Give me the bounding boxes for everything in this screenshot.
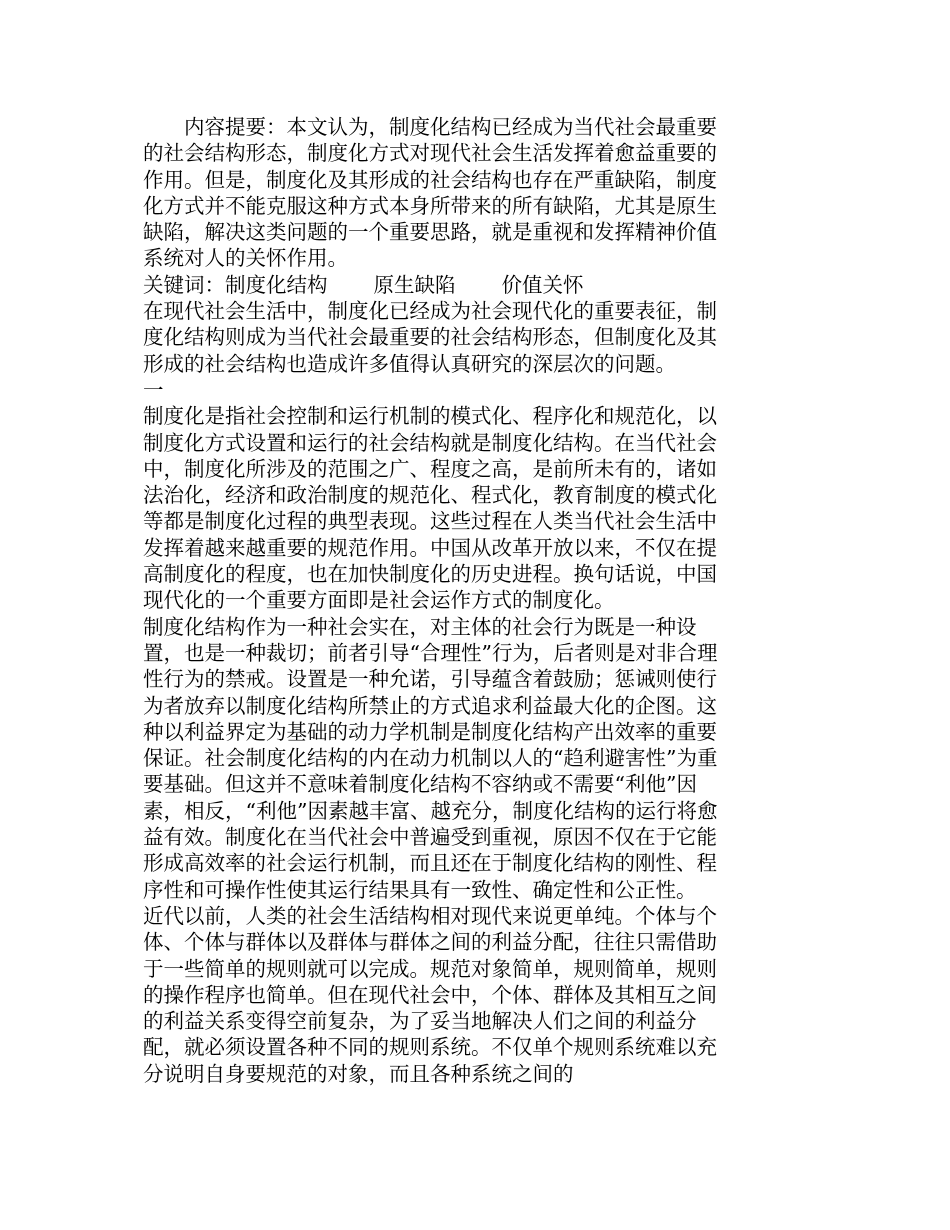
keywords-label: 关键词： [143, 272, 225, 297]
body-paragraph: 近代以前，人类的社会生活结构相对现代来说更单纯。个体与个体、个体与群体以及群体与群体之间的利益分配，往往只需借助于一些简单的规则就可以完成。规范对象简单，规则简单，规则的操作程序也简单。但在现代社会中，个体、群体及其相互之间的利益关系变得空前复杂，为了妥当地解决人们之间的利益分配，就必须设置各种不同的规则系统。不仅单个规则系统难以充分说明自身要规范的对象，而且各种系统之间的 [143, 903, 717, 1086]
body-paragraph: 制度化结构作为一种社会实在，对主体的社会行为既是一种设置，也是一种裁切；前者引导“合理性”行为，后者则是对非合理性行为的禁戒。设置是一种允诺，引导蕴含着鼓励；惩诫则使行为者放弃以制度化结构所禁止的方式追求利益最大化的企图。这种以利益界定为基础的动力学机制是制度化结构产出效率的重要保证。社会制度化结构的内在动力机制以人的“趋利避害性”为重要基础。但这并不意味着制度化结构不容纳或不需要“利他”因素，相反，“利他”因素越丰富、越充分，制度化结构的运行将愈益有效。制度化在当代社会中普遍受到重视，原因不仅在于它能形成高效率的社会运行机制，而且还在于制度化结构的刚性、程序性和可操作性使其运行结果具有一致性、确定性和公正性。 [143, 614, 718, 902]
abstract-paragraph: 内容提要：本文认为，制度化结构已经成为当代社会最重要的社会结构形态，制度化方式对现代社会生活发挥着愈益重要的作用。但是，制度化及其形成的社会结构也存在严重缺陷，制度化方式并不能克服这种方式本身所带来的所有缺陷，尤其是原生缺陷，解决这类问题的一个重要思路，就是重视和发挥精神价值系统对人的关怀作用。 [143, 115, 717, 271]
body-paragraph: 制度化是指社会控制和运行机制的模式化、程序化和规范化，以制度化方式设置和运行的社会结构就是制度化结构。在当代社会中，制度化所涉及的范围之广、程度之高，是前所未有的，诸如法治化，经济和政治制度的规范化、程式化，教育制度的模式化等都是制度化过程的典型表现。这些过程在人类当代社会生活中发挥着越来越重要的规范作用。中国从改革开放以来，不仅在提高制度化的程度，也在加快制度化的历史进程。换句话说，中国现代化的一个重要方面即是社会运作方式的制度化。 [143, 404, 717, 613]
document-page [143, 114, 733, 1087]
keyword-item: 价值关怀 [501, 272, 584, 297]
keyword-item: 原生缺陷 [373, 272, 456, 297]
intro-paragraph: 在现代社会生活中，制度化已经成为社会现代化的重要表征，制度化结构则成为当代社会最重要的社会结构形态，但制度化及其形成的社会结构也造成许多值得认真研究的深层次的问题。 [143, 299, 717, 376]
keywords-line [143, 272, 733, 298]
section-heading: 一 [143, 377, 164, 402]
keyword-item: 制度化结构 [225, 272, 328, 297]
